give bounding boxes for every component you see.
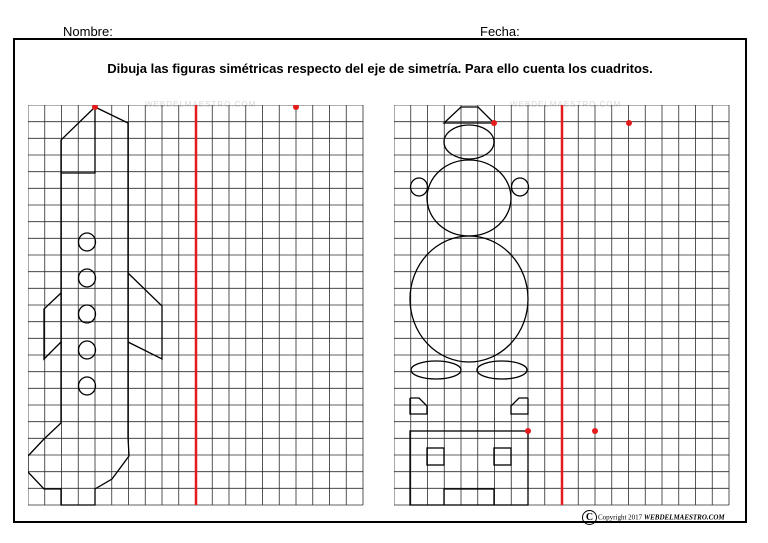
ear-right (512, 178, 529, 196)
target-dot (626, 120, 632, 126)
date-label: Fecha: (480, 24, 520, 39)
rocket-fin-left (44, 293, 61, 359)
watermark-right: WEBDELMAESTRO.COM (510, 100, 622, 109)
porthole-1 (79, 233, 96, 251)
watermark-left: WEBDELMAESTRO.COM (145, 100, 257, 109)
box-window-left (427, 448, 444, 465)
instruction-text: Dibuja las figuras simétricas respecto del eje de simetría. Para ello cuenta los cuadritos. (107, 61, 653, 76)
arm-left (410, 398, 427, 414)
box-door (444, 489, 494, 505)
copyright-text: Copyright 2017 (598, 513, 643, 522)
box-window-right (494, 448, 511, 465)
head (444, 125, 494, 159)
porthole-3 (79, 305, 96, 323)
porthole-4 (79, 341, 96, 359)
copyright-icon: C (582, 510, 597, 525)
name-label: Nombre: (63, 24, 113, 39)
porthole-5 (79, 377, 96, 395)
hat-shape (444, 107, 494, 123)
copyright-notice (582, 510, 725, 525)
ear-left (411, 178, 428, 196)
foot-left (411, 361, 461, 379)
right-exercise-grid[interactable] (394, 105, 734, 507)
foot-right (477, 361, 527, 379)
target-dot-2 (592, 428, 598, 434)
arm-right (511, 398, 528, 414)
reference-dot-2 (525, 428, 531, 434)
left-exercise-grid[interactable] (28, 105, 368, 507)
reference-dot (491, 120, 497, 126)
target-dot (293, 105, 299, 110)
copyright-site: WEBDELMAESTRO.COM (643, 513, 725, 522)
